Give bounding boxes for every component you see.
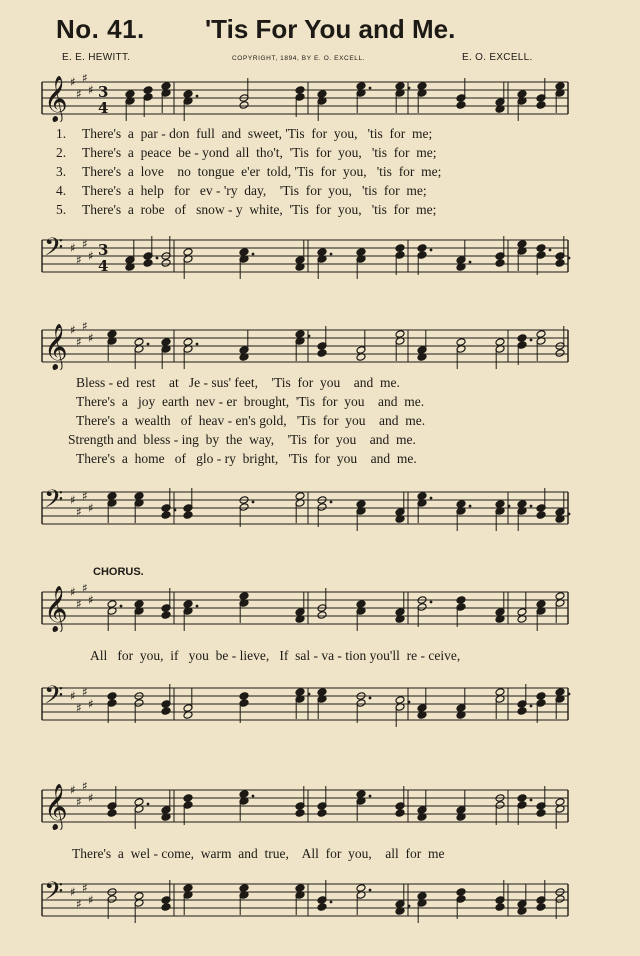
svg-text:3: 3 bbox=[98, 83, 109, 101]
verse-number: 3. bbox=[56, 164, 67, 179]
svg-text:4: 4 bbox=[98, 257, 109, 275]
system-1-bass-staff bbox=[36, 232, 572, 280]
svg-text:♯: ♯ bbox=[76, 505, 82, 519]
author-credit: E. E. HEWITT. bbox=[62, 52, 131, 63]
svg-text:♯: ♯ bbox=[88, 593, 94, 607]
svg-text:𝄞: 𝄞 bbox=[44, 324, 68, 370]
verse-lyric-line-continued: Strength and bless - ing by the way, 'Tis for you and me. bbox=[68, 432, 416, 447]
svg-text:♯: ♯ bbox=[82, 881, 88, 895]
svg-text:♯: ♯ bbox=[76, 701, 82, 715]
svg-text:♯: ♯ bbox=[88, 697, 94, 711]
verse-lyric-line: There's a love no tongue e'er told, 'Tis for you, 'tis for me; bbox=[82, 164, 442, 179]
system-4-bass-staff bbox=[36, 876, 572, 924]
hymn-title: 'Tis For You and Me. bbox=[205, 14, 456, 44]
verse-lyric-line-continued: There's a home of glo - ry bright, 'Tis for you and me. bbox=[76, 451, 417, 466]
svg-text:♯: ♯ bbox=[82, 489, 88, 503]
svg-text:♯: ♯ bbox=[88, 791, 94, 805]
svg-text:♯: ♯ bbox=[70, 885, 76, 899]
svg-text:♯: ♯ bbox=[76, 335, 82, 349]
svg-text:𝄢: 𝄢 bbox=[44, 681, 64, 716]
system-3-treble-staff bbox=[36, 584, 572, 632]
svg-text:♯: ♯ bbox=[76, 87, 82, 101]
svg-text:♯: ♯ bbox=[88, 83, 94, 97]
verse-lyric-line: There's a peace be - yond all tho't, 'Tis for you, 'tis for me; bbox=[82, 145, 437, 160]
svg-text:𝄢: 𝄢 bbox=[44, 233, 64, 268]
verse-lyric-line: There's a help for ev - 'ry day, 'Tis for you, 'tis for me; bbox=[82, 183, 427, 198]
svg-text:𝄞: 𝄞 bbox=[44, 586, 68, 632]
svg-text:♯: ♯ bbox=[82, 74, 88, 85]
svg-text:♯: ♯ bbox=[76, 795, 82, 809]
system-2-bass-staff bbox=[36, 484, 572, 532]
svg-text:𝄢: 𝄢 bbox=[44, 485, 64, 520]
svg-text:♯: ♯ bbox=[82, 782, 88, 793]
svg-text:♯: ♯ bbox=[88, 249, 94, 263]
verse-number: 5. bbox=[56, 202, 67, 217]
system-2-treble-staff bbox=[36, 322, 572, 370]
verse-number: 1. bbox=[56, 126, 67, 141]
verse-number: 4. bbox=[56, 183, 67, 198]
svg-text:♯: ♯ bbox=[82, 322, 88, 333]
verse-number: 2. bbox=[56, 145, 67, 160]
svg-text:𝄞: 𝄞 bbox=[44, 784, 68, 830]
system-1-treble-staff bbox=[36, 74, 572, 122]
svg-text:♯: ♯ bbox=[76, 597, 82, 611]
chorus-label: CHORUS. bbox=[93, 566, 144, 578]
svg-text:♯: ♯ bbox=[88, 893, 94, 907]
verse-lyric-line-continued: Bless - ed rest at Je - sus' feet, 'Tis for you and me. bbox=[76, 375, 400, 390]
system-4-treble-staff bbox=[36, 782, 572, 830]
svg-text:♯: ♯ bbox=[70, 241, 76, 255]
svg-text:♯: ♯ bbox=[70, 323, 76, 337]
verse-lyric-line-continued: There's a joy earth nev - er brought, 'Tis for you and me. bbox=[76, 394, 425, 409]
verse-lyric-line: There's a robe of snow - y white, 'Tis for you, 'tis for me; bbox=[82, 202, 437, 217]
verse-lyric-line-continued: There's a wealth of heav - en's gold, 'Tis for you and me. bbox=[76, 413, 426, 428]
system-3-bass-staff bbox=[36, 680, 572, 728]
copyright-notice: COPYRIGHT, 1894, BY E. O. EXCELL. bbox=[232, 55, 366, 62]
svg-text:4: 4 bbox=[98, 99, 109, 117]
svg-text:♯: ♯ bbox=[70, 689, 76, 703]
svg-text:♯: ♯ bbox=[82, 584, 88, 595]
svg-text:♯: ♯ bbox=[88, 501, 94, 515]
svg-text:♯: ♯ bbox=[76, 253, 82, 267]
svg-text:♯: ♯ bbox=[70, 75, 76, 89]
chorus-lyric-line-1: All for you, if you be - lieve, If sal - va - tion you'll re - ceive, bbox=[90, 648, 461, 663]
svg-text:3: 3 bbox=[98, 241, 109, 259]
svg-text:♯: ♯ bbox=[82, 237, 88, 251]
svg-text:♯: ♯ bbox=[76, 897, 82, 911]
svg-text:♯: ♯ bbox=[82, 685, 88, 699]
svg-text:♯: ♯ bbox=[70, 493, 76, 507]
svg-text:𝄞: 𝄞 bbox=[44, 76, 68, 122]
composer-credit: E. O. EXCELL. bbox=[462, 52, 533, 63]
svg-text:♯: ♯ bbox=[88, 331, 94, 345]
svg-text:♯: ♯ bbox=[70, 783, 76, 797]
hymn-number: No. 41. bbox=[56, 14, 145, 44]
svg-text:♯: ♯ bbox=[70, 585, 76, 599]
svg-text:𝄢: 𝄢 bbox=[44, 877, 64, 912]
verse-lyric-line: There's a par - don full and sweet, 'Tis for you, 'tis for me; bbox=[82, 126, 433, 141]
chorus-lyric-line-2: There's a wel - come, warm and true, All for you, all for me bbox=[72, 846, 445, 861]
